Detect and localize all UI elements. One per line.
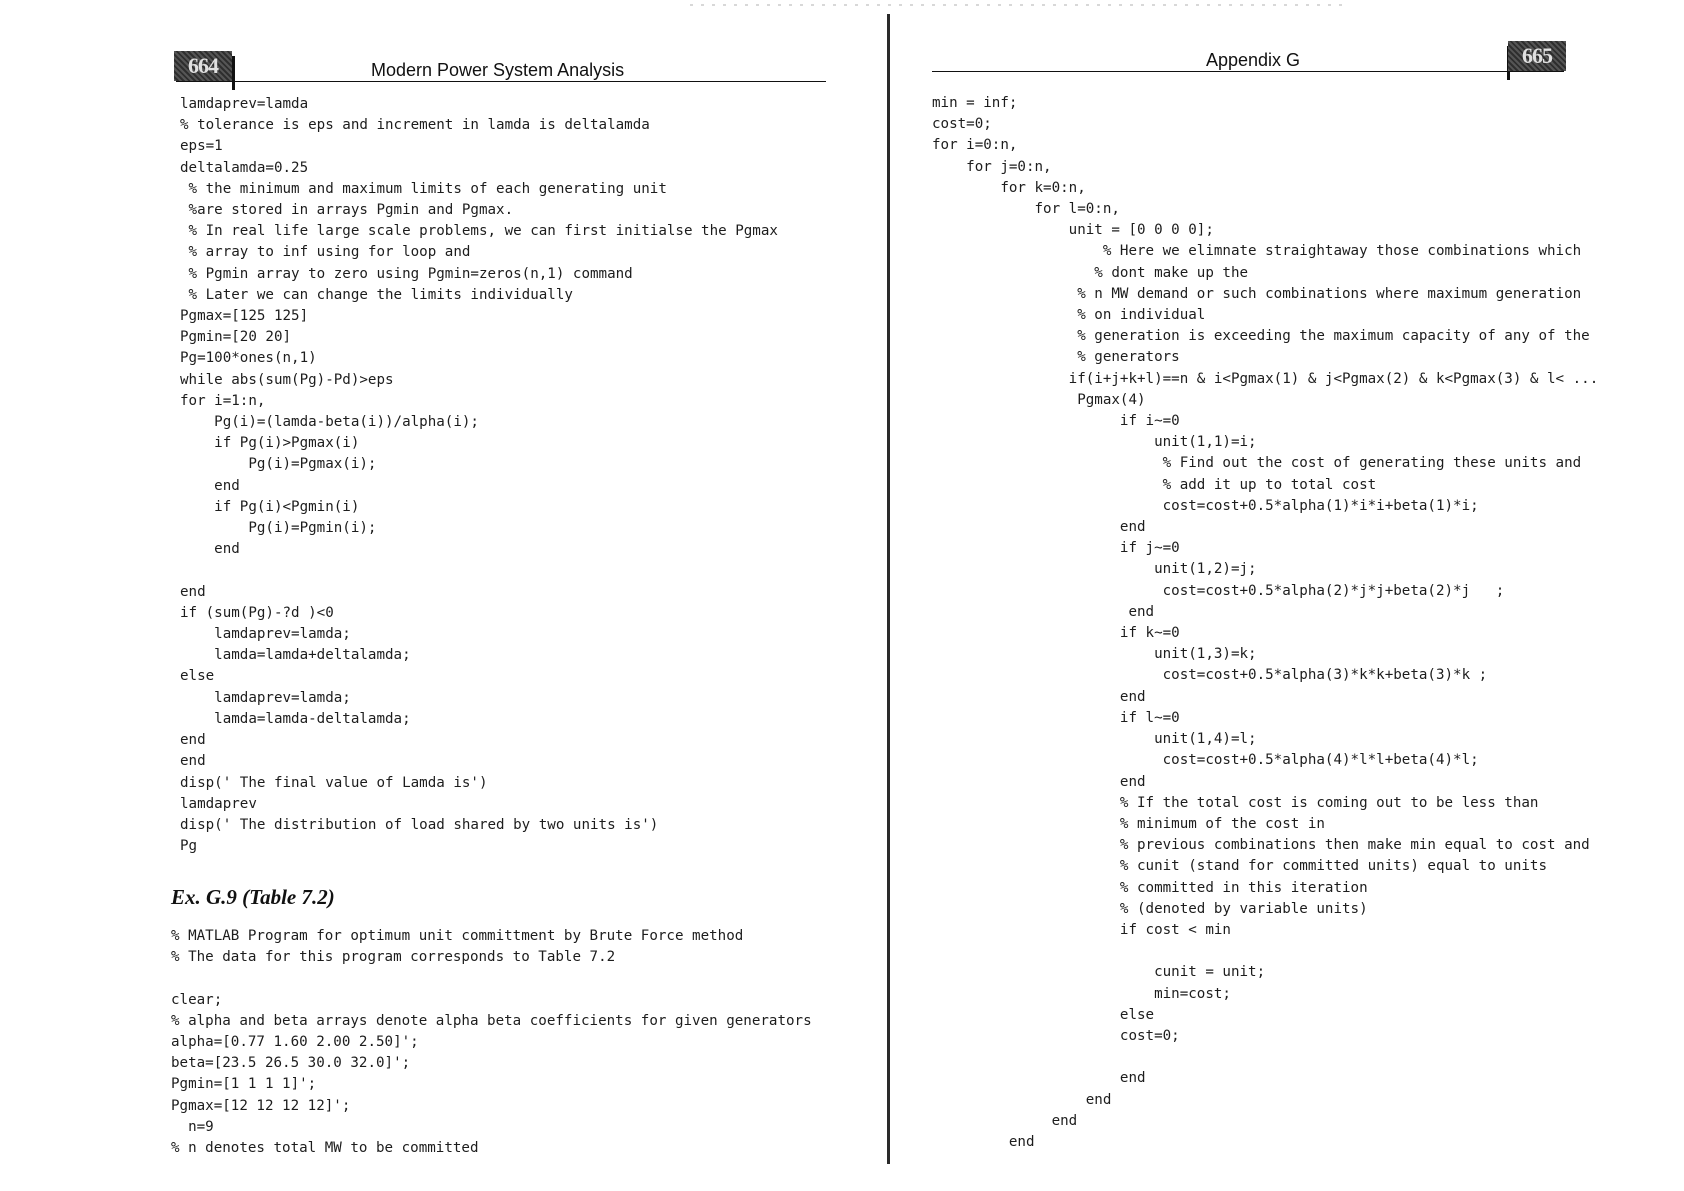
code-line: disp(' The final value of Lamda is')	[180, 774, 488, 791]
code-line: if i~=0	[932, 413, 1180, 430]
header-tick	[232, 56, 235, 90]
code-line: % the minimum and maximum limits of each generating unit	[180, 180, 667, 197]
code-line: if k~=0	[932, 625, 1180, 642]
right-page	[884, 0, 1684, 1191]
code-line: end	[180, 732, 206, 749]
code-line: Pg=100*ones(n,1)	[180, 350, 317, 367]
code-line: for i=0:n,	[932, 137, 1018, 154]
code-line: Pgmin=[20 20]	[180, 329, 292, 346]
code-line: end	[932, 773, 1146, 790]
code-line: end	[180, 477, 240, 494]
code-line: Pg	[180, 838, 198, 855]
code-line: unit(1,3)=k;	[932, 646, 1257, 663]
code-line: % Find out the cost of generating these units and	[932, 455, 1582, 472]
code-line: end	[180, 753, 206, 770]
code-line: Pg(i)=Pgmin(i);	[180, 520, 377, 537]
code-line: Pgmin=[1 1 1 1]';	[171, 1076, 317, 1093]
code-line: if Pg(i)<Pgmin(i)	[180, 498, 360, 515]
code-line: end	[932, 1070, 1146, 1087]
code-line: end	[180, 583, 206, 600]
code-line: % minimum of the cost in	[932, 815, 1325, 832]
code-line: beta=[23.5 26.5 30.0 32.0]';	[171, 1055, 411, 1072]
code-line: end	[932, 603, 1155, 620]
code-line: % alpha and beta arrays denote alpha beta coefficients for given generators	[171, 1012, 812, 1029]
code-line: end	[180, 541, 240, 558]
code-line: unit(1,1)=i;	[932, 434, 1257, 451]
code-line: % on individual	[932, 307, 1206, 324]
code-line: % committed in this iteration	[932, 879, 1368, 896]
code-line: Pg(i)=Pgmax(i);	[180, 456, 377, 473]
code-line: end	[932, 1133, 1035, 1150]
code-line: % Later we can change the limits individually	[180, 286, 573, 303]
code-line: disp(' The distribution of load shared by two units is')	[180, 816, 659, 833]
code-line: cost=cost+0.5*alpha(2)*j*j+beta(2)*j ;	[932, 582, 1505, 599]
code-line: cost=0;	[932, 1027, 1180, 1044]
code-line: % MATLAB Program for optimum unit committment by Brute Force method	[171, 928, 744, 944]
code-listing-brute-force-loop	[932, 93, 1598, 1153]
page-number: 665	[1508, 41, 1566, 71]
code-line: cost=0;	[932, 116, 992, 133]
code-line: end	[932, 688, 1146, 705]
code-line: unit(1,2)=j;	[932, 561, 1257, 578]
code-line: % In real life large scale problems, we can first initialse the Pgmax	[180, 223, 778, 240]
example-heading: Ex. G.9 (Table 7.2)	[171, 885, 335, 909]
code-line: deltalamda=0.25	[180, 159, 309, 176]
code-line: % array to inf using for loop and	[180, 244, 471, 261]
code-line: Pg(i)=(lamda-beta(i))/alpha(i);	[180, 414, 479, 431]
header-rule	[176, 81, 826, 83]
right-page-header	[932, 32, 1564, 72]
header-rule	[932, 71, 1564, 73]
code-line: Pgmax(4)	[932, 391, 1146, 408]
code-line: if j~=0	[932, 540, 1180, 557]
code-line: lamda=lamda+deltalamda;	[180, 647, 411, 664]
code-line: %are stored in arrays Pgmin and Pgmax.	[180, 202, 514, 219]
code-line: cunit = unit;	[932, 964, 1266, 981]
code-line: % cunit (stand for committed units) equal to units	[932, 858, 1547, 875]
code-line: alpha=[0.77 1.60 2.00 2.50]';	[171, 1034, 419, 1051]
code-line: cost=cost+0.5*alpha(3)*k*k+beta(3)*k ;	[932, 667, 1488, 684]
code-line: lamdaprev	[180, 795, 257, 812]
code-line: n=9	[171, 1118, 214, 1135]
code-line	[932, 1047, 1598, 1068]
code-line: % The data for this program corresponds to Table 7.2	[171, 949, 616, 966]
code-line: Pgmax=[125 125]	[180, 308, 309, 325]
code-line: if(i+j+k+l)==n & i<Pgmax(1) & j<Pgmax(2) & k<Pgmax(3) & l< ...	[932, 370, 1599, 387]
code-line: % dont make up the	[932, 264, 1249, 281]
code-line: for i=1:n,	[180, 392, 266, 409]
code-line: else	[180, 668, 215, 685]
code-line	[180, 560, 778, 581]
code-line: clear;	[171, 991, 223, 1008]
code-line: lamdaprev=lamda;	[180, 626, 351, 643]
code-line: if (sum(Pg)-?d )<0	[180, 604, 334, 621]
code-listing-lambda-iteration	[180, 94, 778, 857]
left-page-header	[176, 42, 826, 82]
code-line: while abs(sum(Pg)-Pd)>eps	[180, 371, 394, 388]
code-line: lamda=lamda-deltalamda;	[180, 710, 411, 727]
code-line: % n MW demand or such combinations where maximum generation	[932, 285, 1582, 302]
code-line: for l=0:n,	[932, 201, 1120, 218]
code-line: % Here we elimnate straightaway those combinations which	[932, 243, 1582, 260]
code-line: lamdaprev=lamda;	[180, 689, 351, 706]
code-line: if Pg(i)>Pgmax(i)	[180, 435, 360, 452]
code-line	[171, 968, 812, 989]
running-title: Modern Power System Analysis	[371, 60, 625, 80]
code-line: else	[932, 1006, 1155, 1023]
code-line: if l~=0	[932, 709, 1180, 726]
code-line: lamdaprev=lamda	[180, 96, 309, 112]
code-line: for k=0:n,	[932, 179, 1086, 196]
code-line: % Pgmin array to zero using Pgmin=zeros(n,1) command	[180, 265, 633, 282]
code-line: unit = [0 0 0 0];	[932, 222, 1214, 239]
code-line: % tolerance is eps and increment in lamda is deltalamda	[180, 117, 650, 134]
code-line: % n denotes total MW to be committed	[171, 1140, 479, 1157]
code-line: % add it up to total cost	[932, 476, 1377, 493]
code-line: end	[932, 519, 1146, 536]
code-line: min=cost;	[932, 985, 1231, 1002]
code-line	[932, 941, 1598, 962]
code-line: end	[932, 1091, 1112, 1108]
code-line: unit(1,4)=l;	[932, 731, 1257, 748]
code-line: % (denoted by variable units)	[932, 900, 1368, 917]
code-line: eps=1	[180, 138, 223, 155]
running-title: Appendix G	[1206, 50, 1301, 70]
code-line: cost=cost+0.5*alpha(4)*l*l+beta(4)*l;	[932, 752, 1479, 769]
code-line: % generators	[932, 349, 1180, 366]
code-line: Pgmax=[12 12 12 12]';	[171, 1097, 351, 1114]
code-line: min = inf;	[932, 95, 1018, 111]
code-line: for j=0:n,	[932, 158, 1052, 175]
code-line: cost=cost+0.5*alpha(1)*i*i+beta(1)*i;	[932, 497, 1479, 514]
page-number: 664	[174, 51, 232, 81]
code-line: % If the total cost is coming out to be less than	[932, 794, 1539, 811]
code-line: % generation is exceeding the maximum capacity of any of the	[932, 328, 1590, 345]
code-listing-unit-commitment-setup	[171, 926, 812, 1159]
code-line: if cost < min	[932, 921, 1231, 938]
code-line: % previous combinations then make min equal to cost and	[932, 837, 1590, 854]
code-line: end	[932, 1112, 1078, 1129]
